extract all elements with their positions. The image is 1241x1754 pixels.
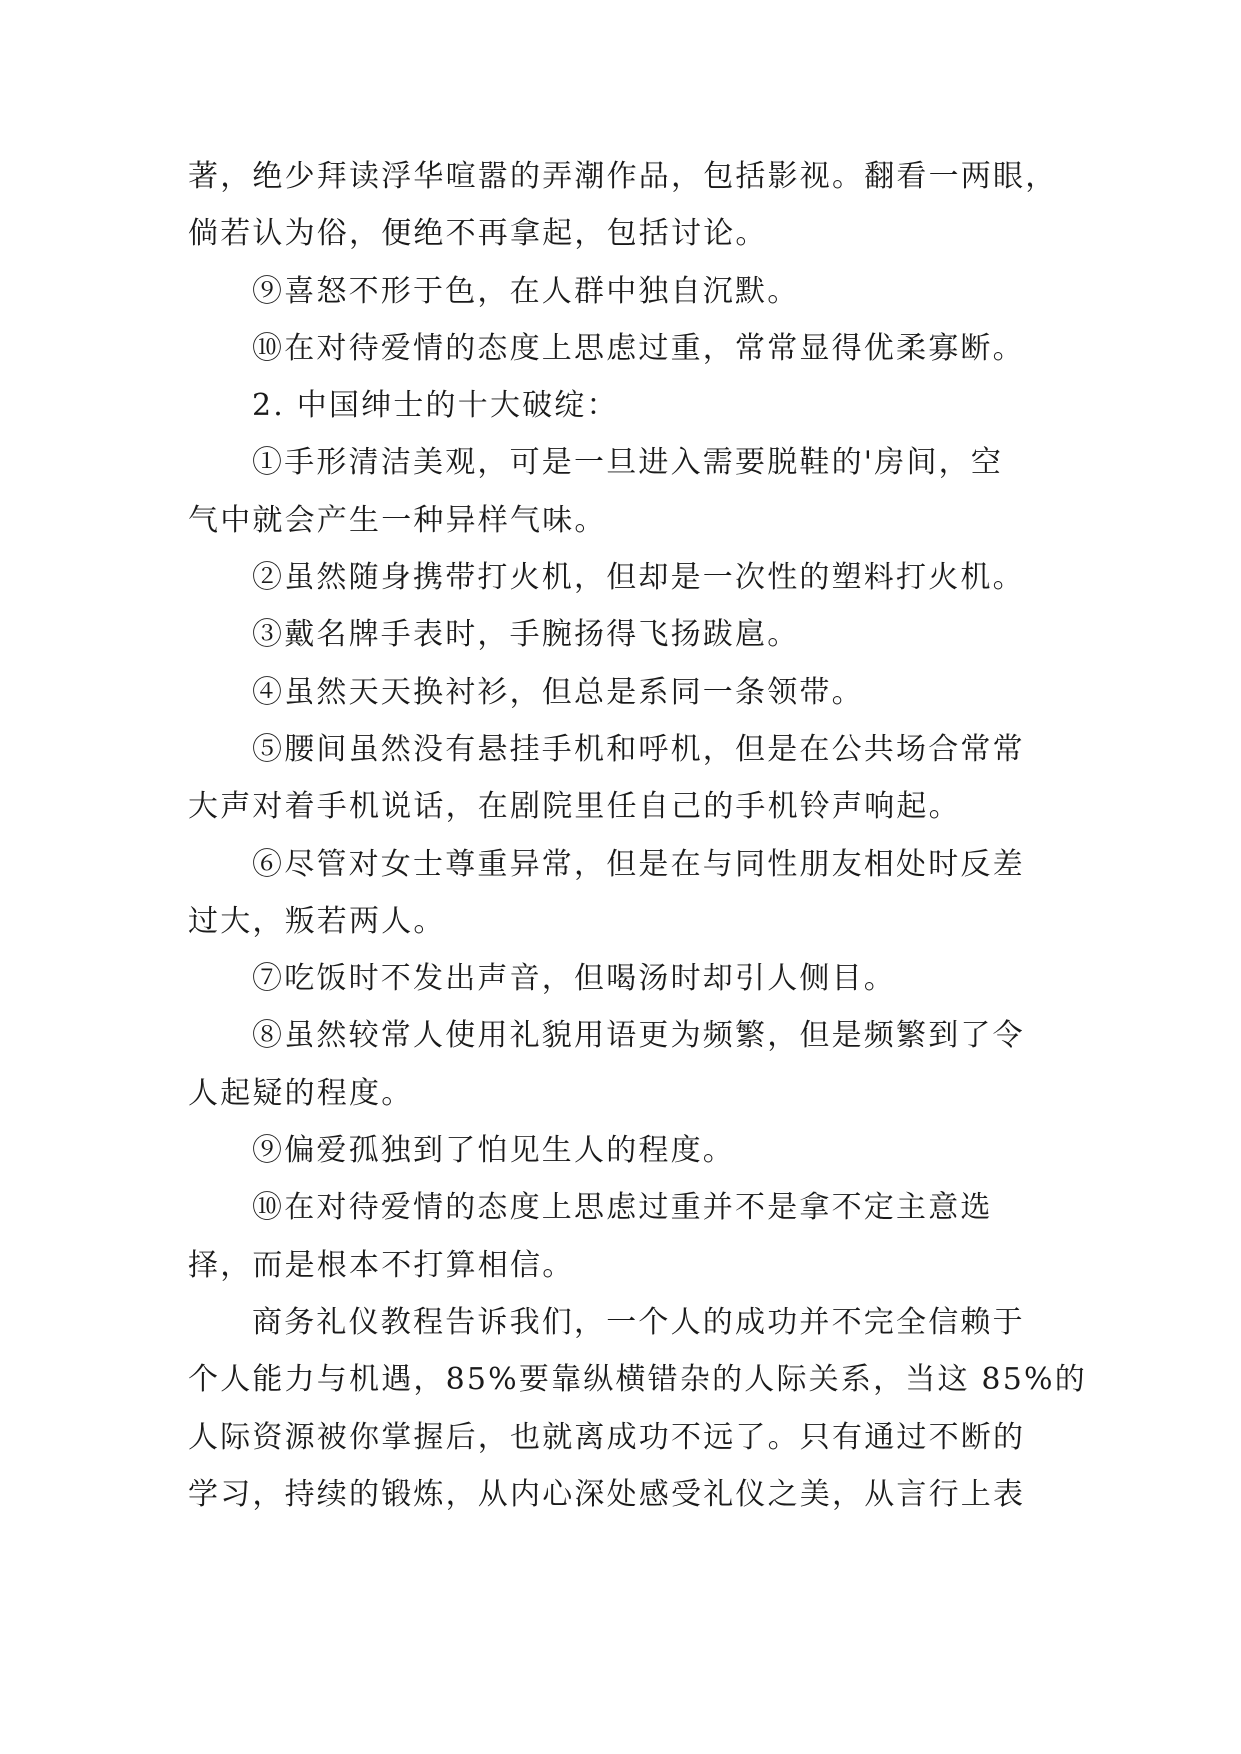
text-line: 人起疑的程度。 xyxy=(188,1075,414,1111)
text-line: 气中就会产生一种异样气味。 xyxy=(188,502,607,538)
text-line: 择，而是根本不打算相信。 xyxy=(188,1247,575,1283)
text-line: 商务礼仪教程告诉我们，一个人的成功并不完全信赖于 xyxy=(252,1304,1025,1340)
text-line: ①手形清洁美观，可是一旦进入需要脱鞋的'房间，空 xyxy=(252,445,1004,481)
text-line: 过大，叛若两人。 xyxy=(188,903,446,939)
text-line: ⑩在对待爱情的态度上思虑过重并不是拿不定主意选 xyxy=(252,1190,993,1226)
text-line: 大声对着手机说话，在剧院里任自己的手机铃声响起。 xyxy=(188,789,961,825)
text-line: 著，绝少拜读浮华喧嚣的弄潮作品，包括影视。翻看一两眼， xyxy=(188,159,1058,194)
text-line: ⑩在对待爱情的态度上思虑过重，常常显得优柔寡断。 xyxy=(252,330,1025,366)
text-line: ⑨喜怒不形于色，在人群中独自沉默。 xyxy=(252,273,800,309)
text-line: ⑧虽然较常人使用礼貌用语更为频繁，但是频繁到了令 xyxy=(252,1018,1025,1054)
text-line: ⑦吃饭时不发出声音，但喝汤时却引人侧目。 xyxy=(252,961,896,997)
text-line: ⑨偏爱孤独到了怕见生人的程度。 xyxy=(252,1133,735,1169)
document-body xyxy=(188,148,1087,1523)
text-line: ③戴名牌手表时，手腕扬得飞扬跋扈。 xyxy=(252,617,800,653)
text-line: 学习，持续的锻炼，从内心深处感受礼仪之美，从言行上表 xyxy=(188,1476,1026,1512)
text-line: 个人能力与机遇，85%要靠纵横错杂的人际关系，当这 85%的 xyxy=(188,1362,1087,1398)
text-line: ⑤腰间虽然没有悬挂手机和呼机，但是在公共场合常常 xyxy=(252,731,1025,767)
text-line: ②虽然随身携带打火机，但却是一次性的塑料打火机。 xyxy=(252,560,1025,596)
text-line: ④虽然天天换衬衫，但总是系同一条领带。 xyxy=(252,674,864,710)
text-line: 倘若认为俗，便绝不再拿起，包括讨论。 xyxy=(188,216,768,252)
text-line: 人际资源被你掌握后，也就离成功不远了。只有通过不断的 xyxy=(188,1419,1026,1455)
section-heading: 2. 中国绅士的十大破绽： xyxy=(252,388,619,424)
text-line: ⑥尽管对女士尊重异常，但是在与同性朋友相处时反差 xyxy=(252,846,1025,882)
